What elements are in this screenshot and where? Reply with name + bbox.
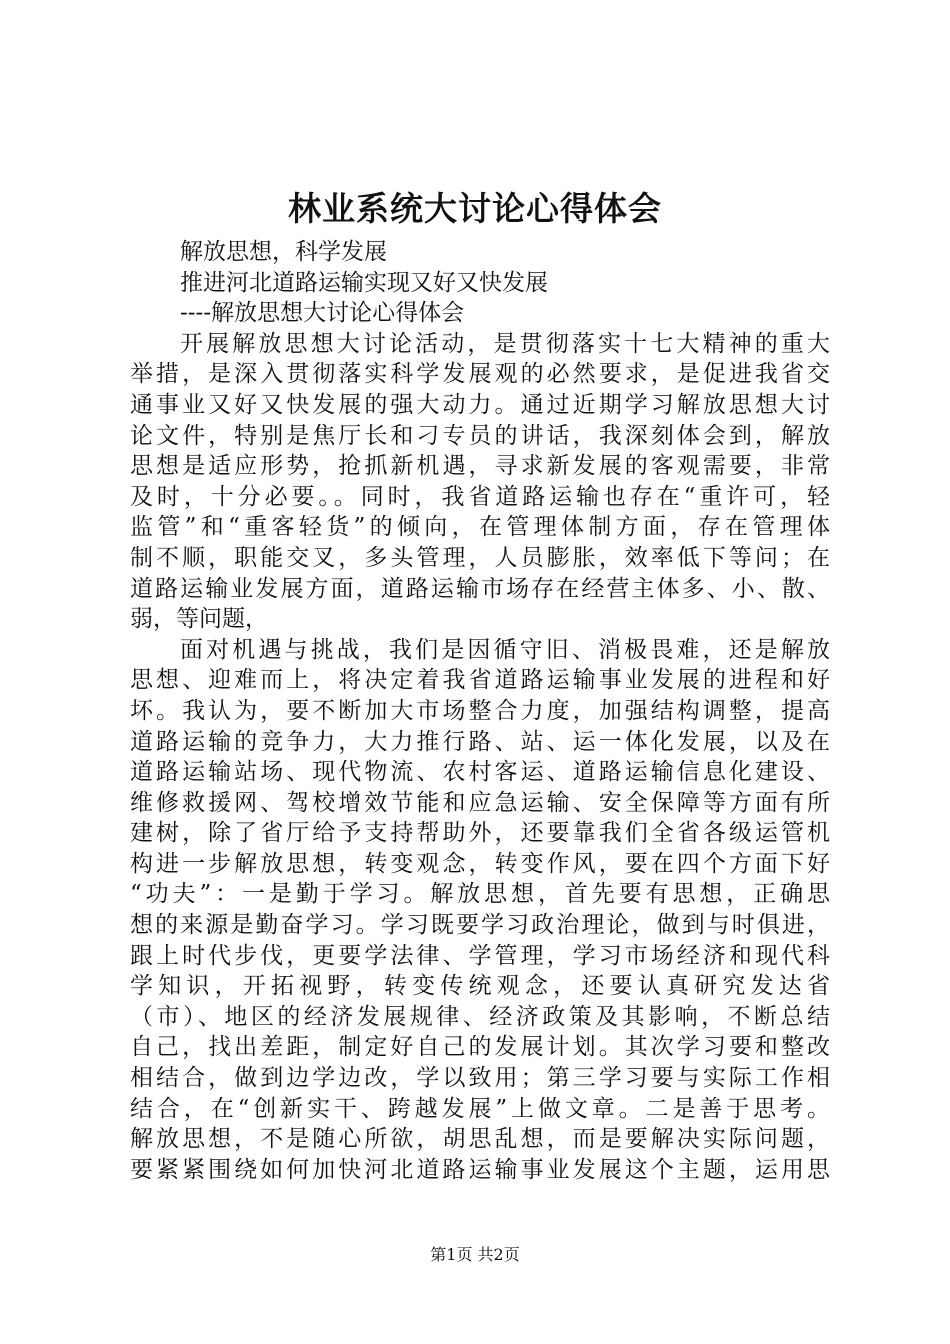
text-line: 学知识，开拓视野，转变传统观念，还要认真研究发达省 [130, 973, 830, 1000]
text-line: 建树，除了省厅给予支持帮助外，还要靠我们全省各级运管机 [130, 820, 830, 847]
text-line: 构进一步解放思想，转变观念，转变作风，要在四个方面下好 [130, 850, 830, 877]
text-line: “功夫”：一是勤于学习。解放思想，首先要有思想，正确思 [130, 881, 830, 908]
text-line: 及时，十分必要。。同时，我省道路运输也存在“重许可，轻 [130, 483, 830, 510]
text-line: 弱，等问题， [130, 606, 268, 633]
text-line: 开展解放思想大讨论活动，是贯彻落实十七大精神的重大 [180, 330, 830, 357]
text-line: 要紧紧围绕如何加快河北道路运输事业发展这个主题，运用思 [130, 1156, 830, 1183]
document-body [130, 237, 830, 1185]
text-line: 面对机遇与挑战，我们是因循守旧、消极畏难，还是解放 [180, 636, 830, 663]
text-line: 想的来源是勤奋学习。学习既要学习政治理论，做到与时俱进， [130, 912, 830, 939]
text-line: ----解放思想大讨论心得体会 [180, 300, 465, 327]
text-line: 思想、迎难而上，将决定着我省道路运输事业发展的进程和好 [130, 667, 830, 694]
text-line: 论文件，特别是焦厅长和刁专员的讲话，我深刻体会到，解放 [130, 422, 830, 449]
page-footer: 第1页 共2页 [430, 1245, 520, 1264]
text-line: 推进河北道路运输实现又好又快发展 [180, 269, 548, 296]
text-line: 跟上时代步伐，更要学法律、学管理，学习市场经济和现代科 [130, 942, 830, 969]
text-line: 监管”和“重客轻货”的倾向，在管理体制方面，存在管理体 [130, 514, 830, 541]
text-line: 相结合，做到边学边改，学以致用；第三学习要与实际工作相 [130, 1065, 830, 1092]
text-line: 制不顺，职能交叉，多头管理，人员膨胀，效率低下等问；在 [130, 544, 830, 571]
text-line: 思想是适应形势，抢抓新机遇，寻求新发展的客观需要，非常 [130, 453, 830, 480]
document-title: 林业系统大讨论心得体会 [288, 189, 662, 228]
text-line: 道路运输业发展方面，道路运输市场存在经营主体多、小、散、 [130, 575, 830, 602]
text-line: 道路运输的竞争力，大力推行路、站、运一体化发展，以及在 [130, 728, 830, 755]
text-line: 通事业又好又快发展的强大动力。通过近期学习解放思想大讨 [130, 391, 830, 418]
text-line: （市）、地区的经济发展规律、经济政策及其影响，不断总结 [130, 1003, 830, 1030]
text-line: 解放思想，不是随心所欲，胡思乱想，而是要解决实际问题， [130, 1126, 830, 1153]
text-line: 解放思想，科学发展 [180, 239, 387, 265]
text-line: 举措，是深入贯彻落实科学发展观的必然要求，是促进我省交 [130, 361, 830, 388]
text-line: 自己，找出差距，制定好自己的发展计划。其次学习要和整改 [130, 1034, 830, 1061]
text-line: 结合，在“创新实干、跨越发展”上做文章。二是善于思考。 [130, 1095, 830, 1122]
text-line: 坏。我认为，要不断加大市场整合力度，加强结构调整，提高 [130, 697, 830, 724]
text-line: 维修救援网、驾校增效节能和应急运输、安全保障等方面有所 [130, 789, 830, 816]
text-line: 道路运输站场、现代物流、农村客运、道路运输信息化建设、 [130, 759, 830, 786]
